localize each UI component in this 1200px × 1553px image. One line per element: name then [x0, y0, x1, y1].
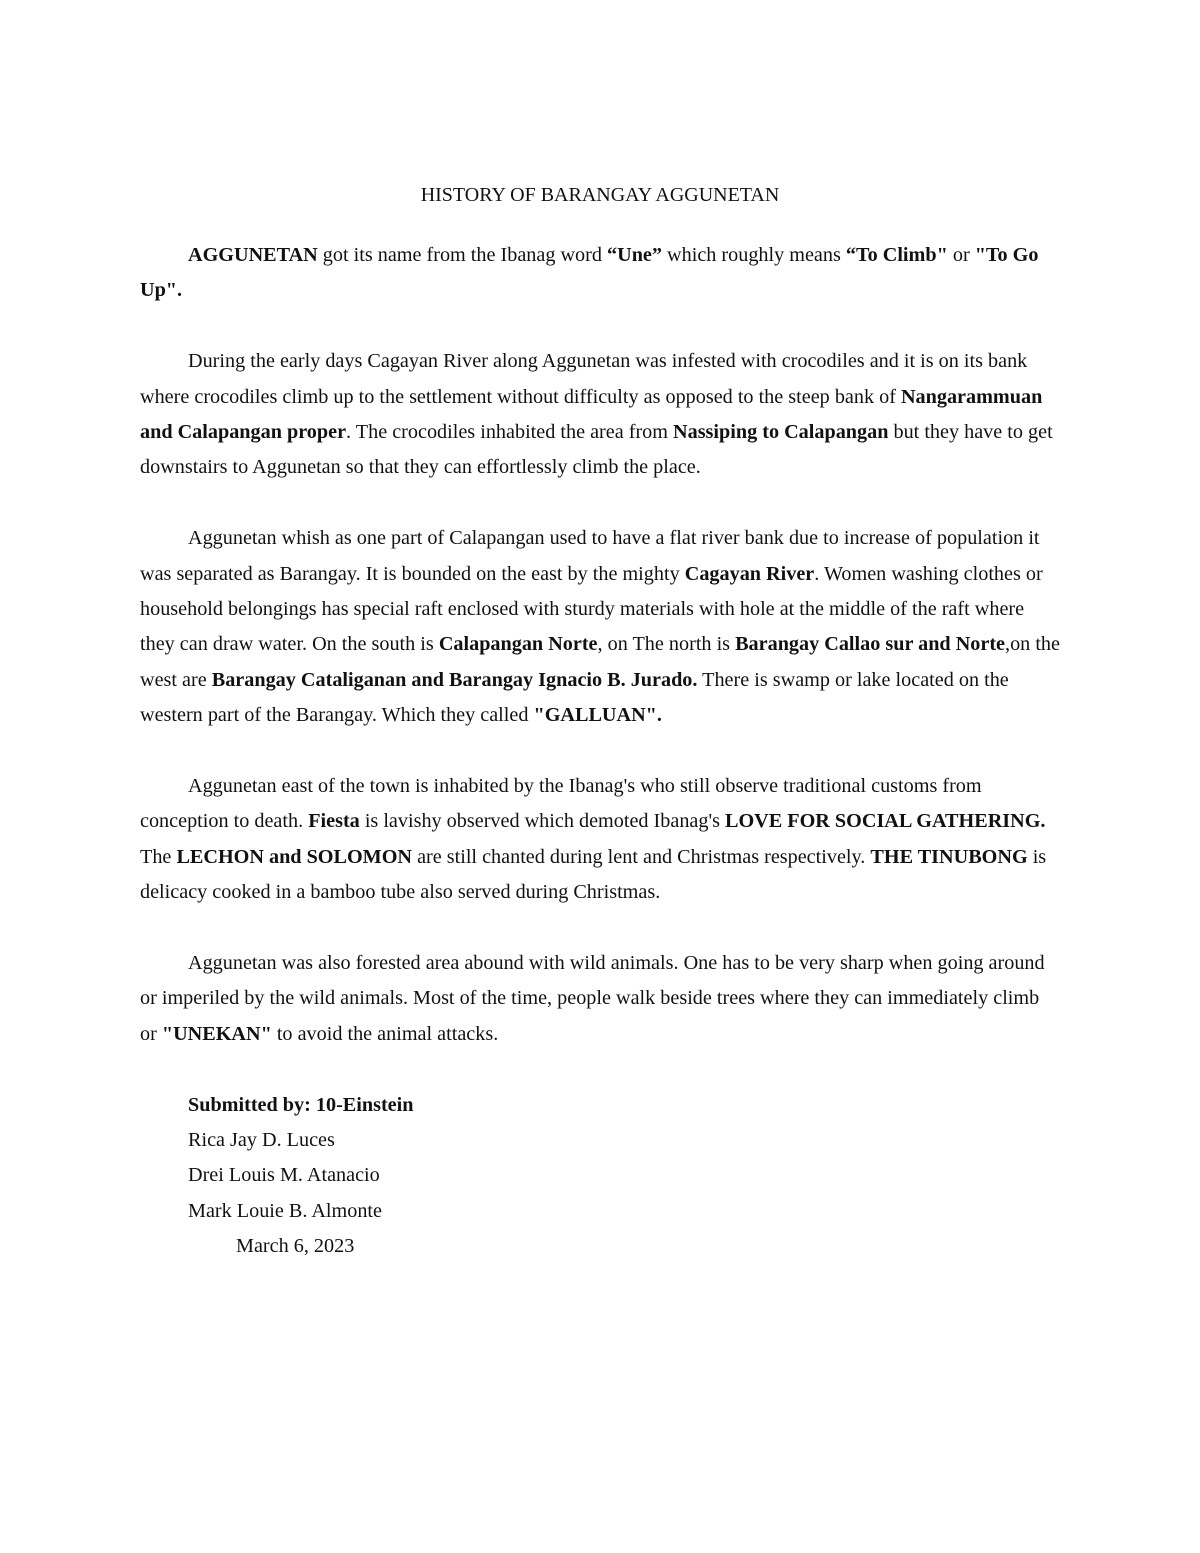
submitted-by-heading: Submitted by: 10-Einstein: [188, 1093, 414, 1116]
text-run: ,on the west are: [140, 633, 1060, 691]
bold-text-run: "UNEKAN": [161, 1022, 272, 1045]
text-run: Aggunetan east of the town is inhabited by the Ibanag's who still observe traditional customs from conception to death.: [140, 775, 982, 833]
bold-text-run: THE TINUBONG: [870, 845, 1028, 868]
text-run: but they have to get downstairs to Aggunetan so that they can effortlessly climb the place.: [140, 421, 1053, 479]
bold-text-run: Nassiping to Calapangan: [673, 421, 889, 444]
submitter-name: Mark Louie B. Almonte: [188, 1199, 382, 1222]
bold-text-run: Calapangan Norte: [438, 633, 598, 656]
text-run: to avoid the animal attacks.: [271, 1022, 499, 1045]
text-run: . The crocodiles inhabited the area from: [346, 421, 674, 444]
bold-text-run: “Une”: [607, 244, 662, 266]
signature-block: [140, 1088, 1060, 1265]
text-run: Aggunetan was also forested area abound with wild animals. One has to be very sharp when going around or imperiled by the wild animals. Most of the time, people walk beside trees where they can immediately climb or: [140, 952, 1045, 1045]
bold-text-run: AGGUNETAN: [188, 244, 318, 266]
text-run: There is swamp or lake located on the western part of the Barangay. Which they called: [140, 668, 1009, 727]
bold-text-run: Barangay Cataliganan and Barangay Ignacio B. Jurado.: [211, 668, 698, 691]
submitter-name: Rica Jay D. Luces: [188, 1129, 335, 1152]
bold-text-run: Cagayan River: [684, 562, 815, 585]
text-run: . Women washing clothes or household belongings has special raft enclosed with sturdy materials with hole at the middle of the raft where they can draw water. On the south is: [140, 562, 1043, 656]
text-run: got its name from the Ibanag word: [317, 244, 608, 266]
body-paragraph: [140, 946, 1060, 1052]
body-paragraph: [140, 344, 1060, 486]
bold-text-run: LOVE FOR SOCIAL GATHERING.: [725, 810, 1046, 833]
text-run: or: [947, 244, 975, 266]
submission-date: March 6, 2023: [236, 1235, 355, 1258]
bold-text-run: "GALLUAN".: [533, 704, 662, 727]
bold-text-run: LECHON and SOLOMON: [176, 845, 413, 868]
text-run: which roughly means: [661, 244, 846, 266]
text-run: is lavishy observed which demoted Ibanag's: [359, 810, 726, 833]
bold-text-run: "To Go Up".: [140, 244, 1039, 302]
text-run: are still chanted during lent and Christmas respectively.: [412, 845, 871, 868]
text-run: , on The north is: [597, 633, 736, 656]
bold-text-run: Barangay Callao sur and Norte: [735, 633, 1006, 656]
submitter-name: Drei Louis M. Atanacio: [188, 1164, 380, 1187]
bold-text-run: Nangarammuan and Calapangan proper: [140, 385, 1043, 444]
document-title: HISTORY OF BARANGAY AGGUNETAN: [420, 184, 780, 206]
text-run: During the early days Cagayan River along Aggunetan was infested with crocodiles and it is on its bank where crocodiles climb up to the settlement without difficulty as opposed to the steep bank of: [140, 350, 1028, 408]
body-paragraph: [140, 769, 1060, 911]
document-body: [140, 238, 1060, 1052]
body-paragraph: [140, 521, 1060, 733]
text-run: is delicacy cooked in a bamboo tube also served during Christmas.: [140, 845, 1047, 904]
body-paragraph: [140, 238, 1060, 309]
text-run: The: [140, 845, 177, 868]
text-run: Aggunetan whish as one part of Calapangan used to have a flat river bank due to increase of population it was separated as Barangay. It is bounded on the east by the mighty: [140, 527, 1040, 585]
bold-text-run: “To Climb": [845, 244, 948, 266]
bold-text-run: Fiesta: [308, 810, 360, 833]
